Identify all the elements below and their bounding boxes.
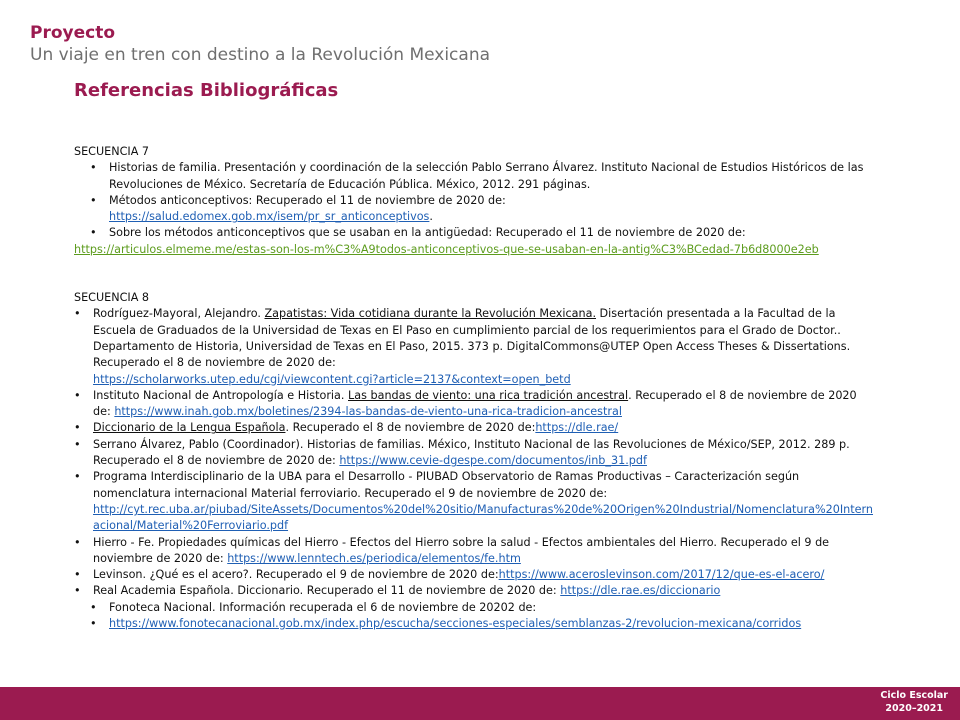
list-item-link	[74, 242, 874, 258]
reference-text: Rodríguez-Mayoral, Alejandro.	[93, 307, 265, 321]
reference-text: Hierro - Fe. Propiedades químicas del Hierro - Efectos del Hierro sobre la salud - Efectos ambientales del Hierro. Recuperado el 9 de noviembre de 2020 de:	[93, 535, 830, 565]
school-year-label: Ciclo Escolar	[880, 690, 948, 701]
list-item	[74, 160, 874, 193]
reference-title: Zapatistas: Vida cotidiana durante la Revolución Mexicana.	[264, 307, 596, 321]
bullet: •	[90, 161, 97, 175]
reference-link[interactable]: https://dle.rae.es/diccionario	[560, 584, 721, 598]
reference-text: Levinson. ¿Qué es el acero?. Recuperado el 9 de noviembre de 2020 de:	[93, 568, 499, 582]
reference-link[interactable]: https://www.aceroslevinson.com/2017/12/que-es-el-acero/	[498, 568, 825, 582]
reference-title: Diccionario de la Lengua Española	[93, 421, 286, 435]
project-label: Proyecto	[30, 23, 116, 43]
project-subtitle: Un viaje en tren con destino a la Revolución Mexicana	[30, 45, 491, 65]
reference-link[interactable]: https://www.inah.gob.mx/boletines/2394-las-bandas-de-viento-una-rica-tradicion-ancestral	[114, 405, 622, 419]
reference-title: Las bandas de viento: una rica tradición ancestral	[348, 388, 629, 402]
references-content	[74, 144, 874, 632]
list-item	[74, 306, 874, 387]
list-item: • Métodos anticonceptivos: Recuperado el 11 de noviembre de 2020 de: https://salud.edomex.gob.mx/isem/pr_sr_anticonceptivos.	[90, 193, 506, 224]
bullet: •	[90, 193, 97, 207]
reference-link[interactable]: https://www.lenntech.es/periodica/elementos/fe.htm	[227, 551, 521, 565]
sequence-8-title: SECUENCIA 8	[74, 291, 150, 305]
list-item	[74, 535, 874, 568]
list-item	[74, 583, 874, 599]
reference-link[interactable]: https://salud.edomex.gob.mx/isem/pr_sr_anticonceptivos	[109, 210, 430, 224]
bullet: •	[90, 226, 97, 240]
list-item	[74, 600, 874, 616]
reference-text: . Recuperado el 8 de noviembre de 2020 de:	[93, 388, 857, 419]
list-item	[74, 616, 874, 632]
reference-text: Historias de familia. Presentación y coordinación de la selección Pablo Serrano Álvarez. Instituto Nacional de Estudios Históricos de las Revoluciones de México. Secretaría de Educación Pública. México, 2012. 291 páginas.	[109, 161, 864, 191]
reference-text: Sobre los métodos anticonceptivos que se usaban en la antigüedad: Recuperado el 11 de noviembre de 2020 de:	[109, 226, 746, 240]
bullet: •	[74, 388, 81, 402]
list-item	[74, 388, 874, 421]
list-item	[74, 567, 874, 583]
reference-text: Programa Interdisciplinario de la UBA para el Desarrollo - PIUBAD Observatorio de Ramas Productivas – Caracterización según nomenclatura internacional Material ferroviario. Recuperado el 9 de noviembre de 2020 de:	[93, 470, 800, 500]
sequence-7-title: SECUENCIA 7	[74, 145, 150, 158]
bullet: •	[74, 535, 81, 549]
bullet: •	[90, 600, 97, 614]
bullet: •	[74, 421, 81, 435]
bullet: •	[74, 437, 81, 451]
list-item	[74, 437, 874, 470]
reference-text: Métodos anticonceptivos: Recuperado el 11 de noviembre de 2020 de:	[109, 193, 506, 207]
footer-bar	[0, 687, 960, 720]
reference-text: Serrano Álvarez, Pablo (Coordinador). Historias de familias. México, Instituto Nacional de las Revoluciones de México/SEP, 2012. 289 p. Recuperado el 8 de noviembre de 2020 de:	[93, 437, 850, 468]
bullet: •	[74, 470, 81, 484]
reference-text: Disertación presentada a la Facultad de la Escuela de Graduados de la Universidad de Texas en El Paso en cumplimiento parcial de los requerimientos para el Grado de Doctor.. Departamento de Historia, Universidad de Texas en El Paso, 2015. 373 p. DigitalCommons@UTEP Open Access Theses & Dissertations. Recuperado el 8 de noviembre de 2020 de:	[93, 307, 851, 370]
bullet: •	[74, 568, 81, 582]
reference-link[interactable]: https://www.fonotecanacional.gob.mx/index.php/escucha/secciones-especiales/semblanzas-2/revolucion-mexicana/corridos	[109, 617, 802, 631]
list-item	[74, 225, 874, 241]
header	[30, 22, 490, 66]
reference-link[interactable]: https://scholarworks.utep.edu/cgi/viewcontent.cgi?article=2137&context=open_betd	[93, 372, 571, 386]
reference-text: Fonoteca Nacional. Información recuperada el 6 de noviembre de 20202 de:	[109, 600, 537, 614]
school-year-badge	[880, 689, 948, 715]
school-year-value: 2020–2021	[885, 703, 944, 714]
reference-text: Instituto Nacional de Antropología e Historia.	[93, 388, 349, 402]
bullet: •	[74, 584, 81, 598]
reference-link[interactable]: https://articulos.elmeme.me/estas-son-los-m%C3%A9todos-anticonceptivos-que-se-usaban-en-la-antig%C3%BCedad-7b6d8000e2eb	[74, 242, 819, 256]
bullet: •	[90, 617, 97, 631]
reference-link[interactable]: https://dle.rae/	[535, 421, 619, 435]
list-item	[74, 420, 874, 436]
list-item	[74, 469, 874, 534]
references-title: Referencias Bibliográficas	[74, 80, 339, 101]
reference-text: Real Academia Española. Diccionario. Recuperado el 11 de noviembre de 2020 de:	[93, 584, 561, 598]
bullet: •	[74, 307, 81, 321]
reference-link[interactable]: http://cyt.rec.uba.ar/piubad/SiteAssets/Documentos%20del%20sitio/Manufacturas%20de%20Origen%20Industrial/Nomenclatura%20Internacional/Material%20Ferroviario.pdf	[93, 502, 873, 533]
reference-text: . Recuperado el 8 de noviembre de 2020 de:	[285, 421, 536, 435]
reference-link[interactable]: https://www.cevie-dgespe.com/documentos/inb_31.pdf	[339, 454, 647, 468]
